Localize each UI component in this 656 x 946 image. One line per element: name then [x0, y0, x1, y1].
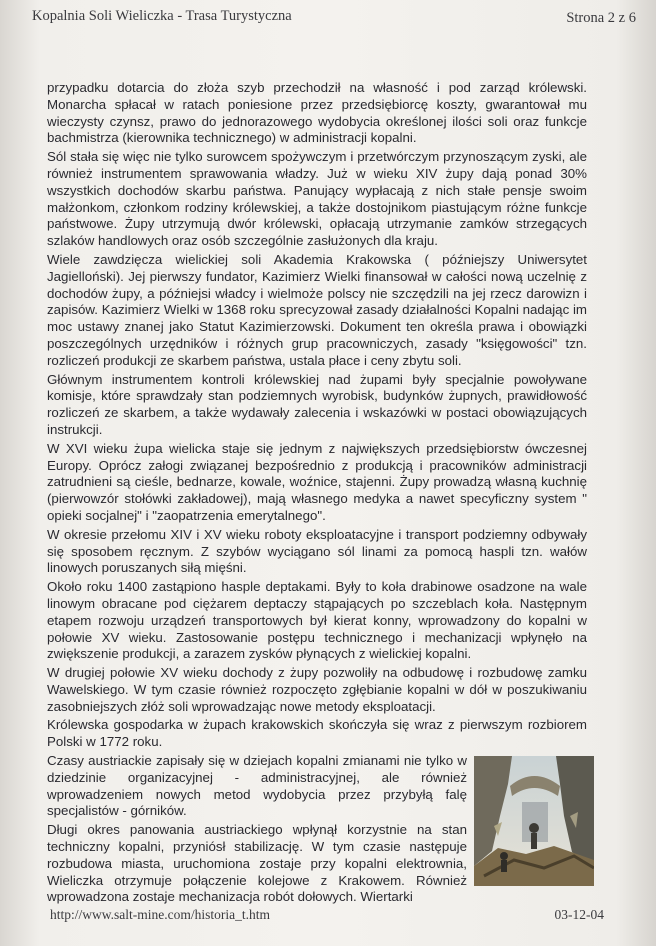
paragraph: W XVI wieku żupa wielicka staje się jednym z największych przedsiębiorstw ówczesnej Europy. Oprócz załogi związanej bezpośrednio z produkcją i pracowników administracji zatrudnieni są cieśle, bednarze, kowale, woźnice, stajenni. Żupy prowadzą własną kuchnię (pierwowzór stołówki zakładowej), mają własnego medyka a nawet specyficzny system " opieki socjalnej" i "zaopatrzenia emerytalnego". [47, 440, 587, 523]
footer-date: 03-12-04 [554, 907, 604, 922]
page-number: Strona 2 z 6 [566, 10, 636, 26]
paragraph: W drugiej połowie XV wieku dochody z żupy pozwoliły na odbudowę i rozbudowę zamku Wawelskiego. W tym czasie również rozpoczęto zgłębianie kopalni w dół w poszukiwaniu zasobniejszych złóż soli wprowadzając nowe metody eksploatacji. [47, 665, 587, 714]
paragraph: W okresie przełomu XIV i XV wieku roboty eksploatacyjne i transport podziemny odbywały się sposobem ręcznym. Z szybów wyciągano sól linami za pomocą haspli tzn. wałów linowych poruszanych siłą mięśni. [47, 526, 587, 576]
paragraph: Wiele zawdzięcza wielickiej soli Akademia Krakowska ( późniejszy Uniwersytet Jagielloński). Jej pierwszy fundator, Kazimierz Wielki finansował w całości nową uczelnię z dochodów żupy, a późniejsi władcy i wielmoże polscy nie szczędzili na jej rzecz darowizn i zapisów. Kazimierz Wielki w 1368 roku sprecyzował zasady działalności Kopalni nadając im moc ustawy znanej jako Statut Kazimierzowski. Dokument ten określa prawa i obowiązki poszczególnych urzędników i różnych grup pracowniczych, zasady "księgowości" tzn. rozliczeń produkcji ze skarbem państwa, ustala płace i ceny zbytu soli. [47, 251, 587, 368]
footer-url: http://www.salt-mine.com/historia_t.htm [50, 907, 270, 922]
paragraph: Czasy austriackie zapisały się w dziejach kopalni zmianami nie tylko w dziedzinie organizacyjnej - administracyjnej, ale również wprowadzeniem nowych metod wydobycia przez przybyłą falę specjalistów - górników. [47, 753, 467, 819]
header-title: Kopalnia Soli Wieliczka - Trasa Turystyczna [32, 8, 292, 24]
paragraph: Długi okres panowania austriackiego wpłynął korzystnie na stan techniczny kopalni, przyniósł stabilizację. W tym czasie następuje rozbudowa miasta, uruchomiona zostaje przy kopalni elektrownia, Wieliczka otrzymuje połączenie kolejowe z Krakowem. Również wprowadzona zostaje mechanizacja robót dołowych. Wiertarki [47, 822, 467, 905]
paragraph: przypadku dotarcia do złoża szyb przechodził na własność i pod zarząd królewski. Monarcha spłacał w ratach poniesione przez przedsiębiorcę koszty, gwarantował mu wieczysty czynsz, prawo do jednorazowego wydobycia określonej ilości soli oraz funkcje bachmistrza (kierownika technicznego) w administracji kopalni. [47, 80, 587, 146]
paragraph: Głównym instrumentem kontroli królewskiej nad żupami były specjalnie powoływane komisje, które sprawdzały stan podziemnych wyrobisk, budynków żupnych, prawidłowość rozliczeń ze skarbem, a także wydawały zalecenia i wskazówki w postaci obowiązujących instrukcji. [47, 371, 587, 437]
mine-illustration-image [474, 756, 594, 886]
mine-illustration-icon [474, 756, 594, 886]
paragraph: Około roku 1400 zastąpiono hasple deptakami. Były to koła drabinowe osadzone na wale linowym obracane pod ciężarem deptaczy stąpających po szczeblach koła. Następnym etapem rozwoju urządzeń transportowych był kierat konny, wprowadzony do kopalni w połowie XV wieku. Zastosowanie postępu technicznego i mechanizacji wpłynęło na zwiększenie produkcji, a zarazem zysków płynących z wielickiej kopalni. [47, 579, 587, 662]
paragraph: Królewska gospodarka w żupach krakowskich skończyła się wraz z pierwszym rozbiorem Polski w 1772 roku. [47, 717, 587, 750]
paragraph: Sól stała się więc nie tylko surowcem spożywczym i przetwórczym przynoszącym zyski, ale również instrumentem sprawowania władzy. Już w wieku XIV żupy dają ponad 30% wszystkich dochodów skarbu państwa. Panujący wypłacają z nich stałe pensje swoim małżonkom, członkom rodziny królewskiej, a także dostojnikom piastującym różne funkcje państwowe. Żupy utrzymują dwór królewski, opłacają utrzymanie zamków strzegących szlaków handlowych oraz osób szczególnie zasłużonych dla kraju. [47, 149, 587, 249]
